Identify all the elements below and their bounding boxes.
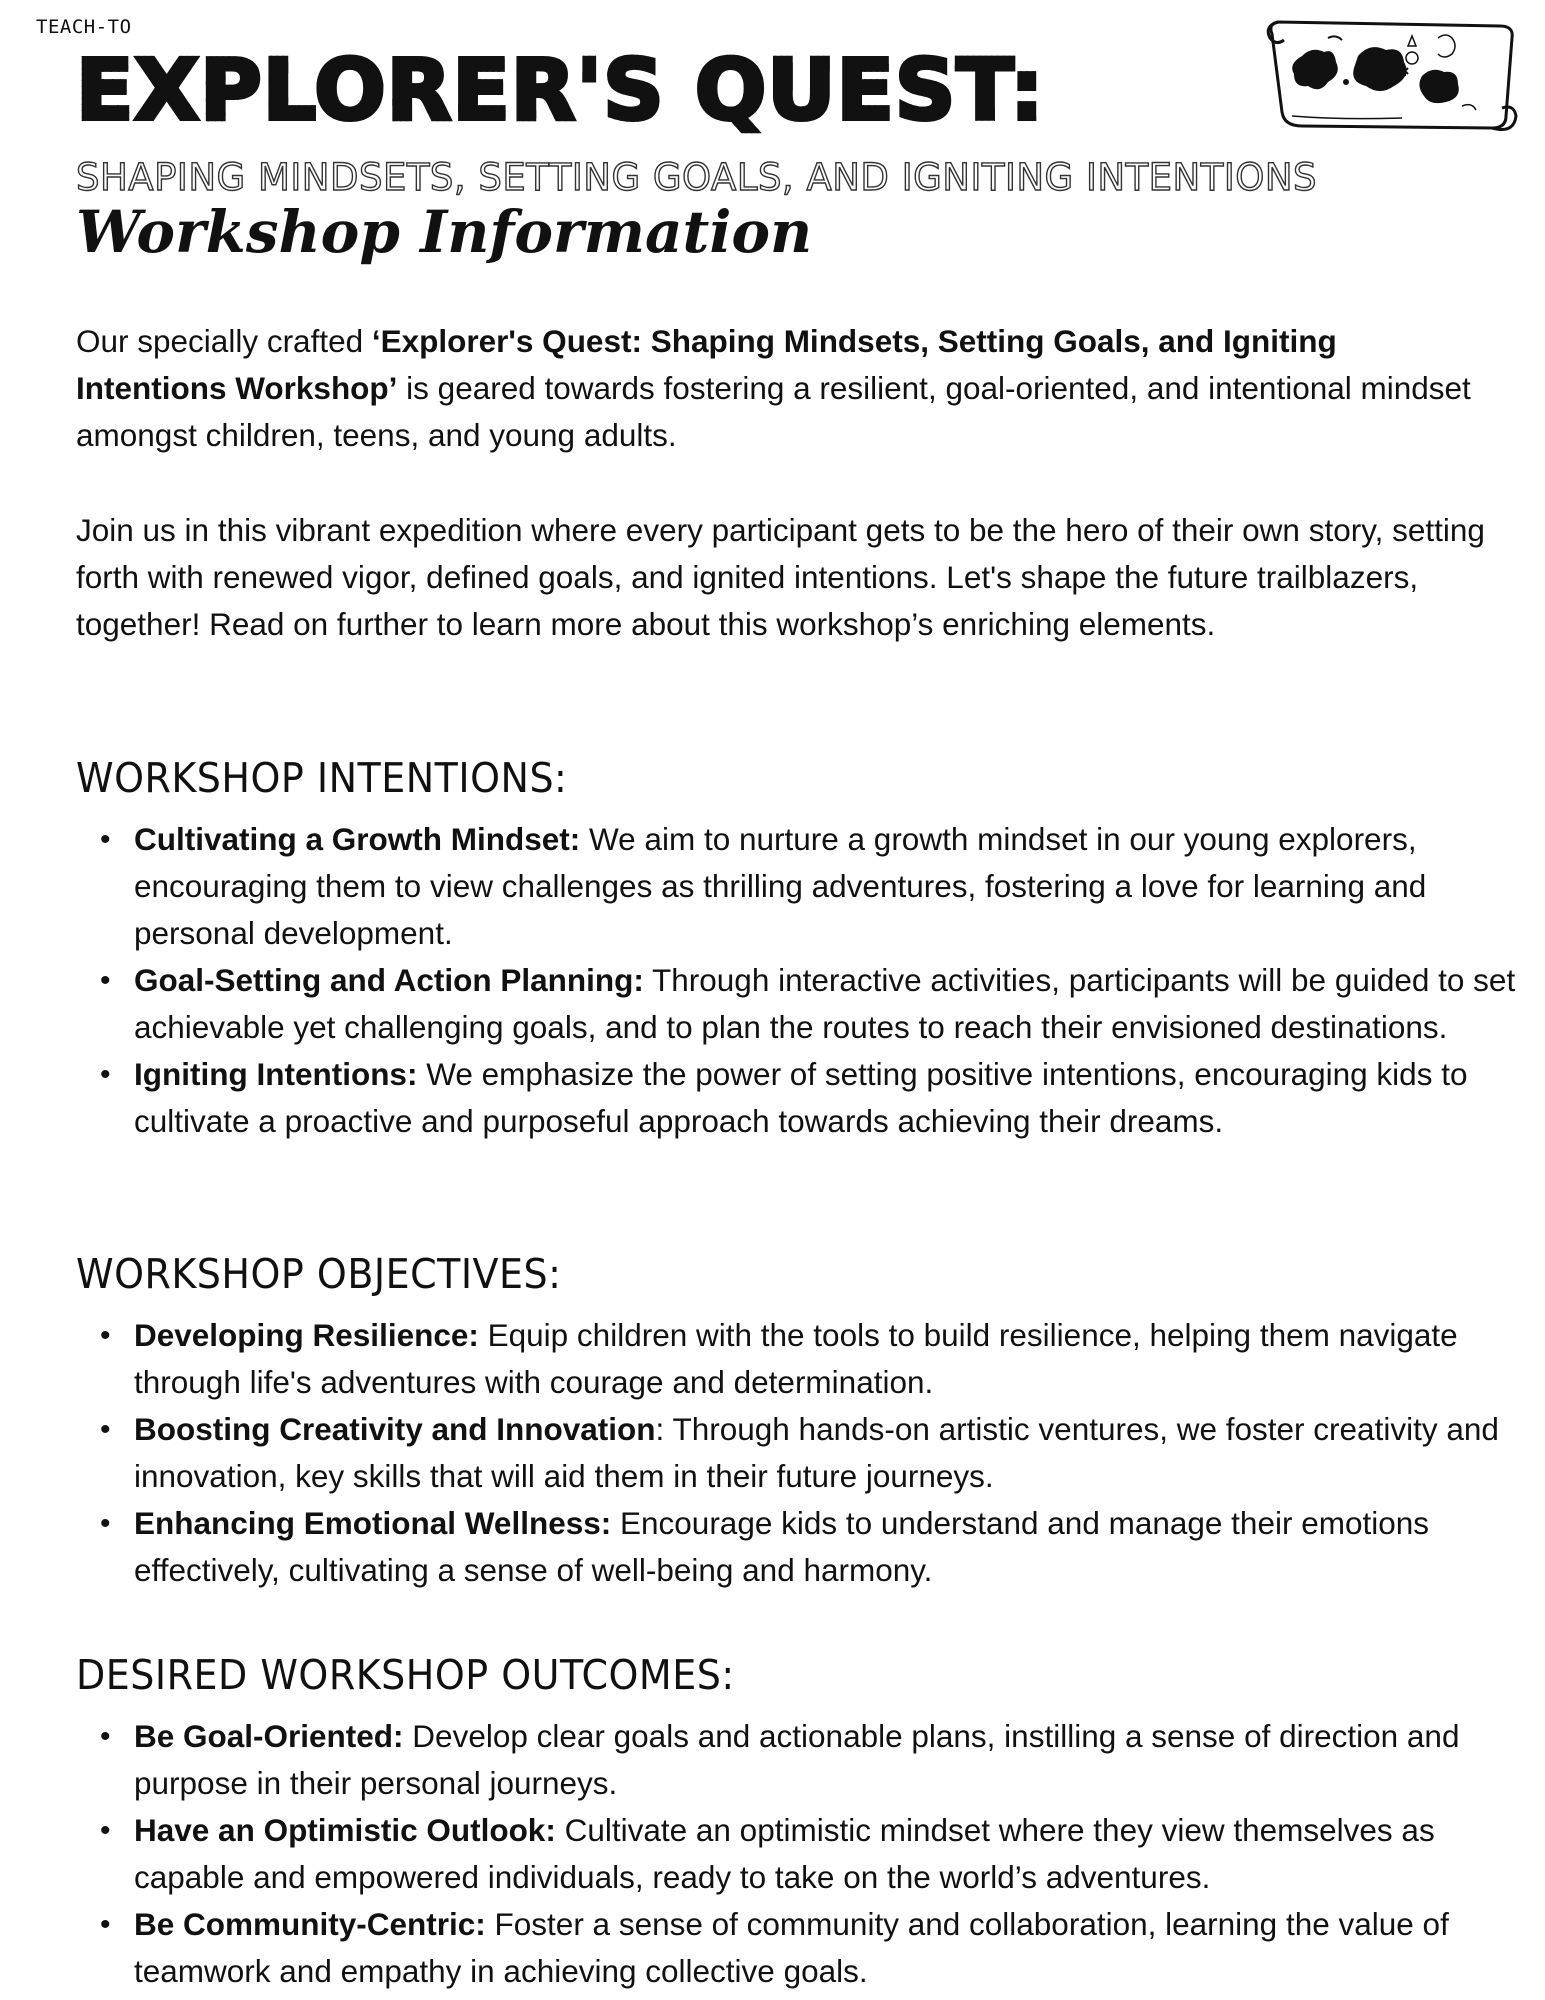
page-title-text: EXPLORER'S QUEST: xyxy=(76,41,1045,139)
item-text: : Through hands-on artistic ventures, we foster creativity and innovation, key skills that will aid them in their future journeys. xyxy=(134,1411,1499,1494)
list-item xyxy=(134,1051,1544,1145)
intro-paragraph-1 xyxy=(76,318,1486,459)
intentions-list xyxy=(76,816,1544,1145)
item-text: Through interactive activities, participants will be guided to set achievable yet challenging goals, and to plan the routes to reach their envisioned destinations. xyxy=(134,962,1516,1045)
item-label: Igniting Intentions: xyxy=(134,1056,418,1092)
page-title xyxy=(76,41,1045,139)
objectives-list xyxy=(76,1312,1544,1594)
item-text: Equip children with the tools to build resilience, helping them navigate through life's adventures with courage and determination. xyxy=(134,1317,1458,1400)
item-label: Cultivating a Growth Mindset: xyxy=(134,821,581,857)
outcomes-list xyxy=(76,1713,1544,1995)
page-subtitle: SHAPING MINDSETS, SETTING GOALS, AND IGNITING INTENTIONS xyxy=(76,156,1318,199)
intro-p1-rest: is geared towards fostering a resilient, goal-oriented, and intentional mindset amongst children, teens, and young adults. xyxy=(76,370,1471,453)
item-text: We aim to nurture a growth mindset in our young explorers, encouraging them to view challenges as thrilling adventures, fostering a love for learning and personal development. xyxy=(134,821,1427,951)
item-text: Encourage kids to understand and manage their emotions effectively, cultivating a sense of well-being and harmony. xyxy=(134,1505,1430,1588)
list-item xyxy=(134,816,1544,957)
item-label: Goal-Setting and Action Planning: xyxy=(134,962,644,998)
treasure-map-icon xyxy=(1262,16,1524,138)
item-label: Be Community-Centric: xyxy=(134,1906,486,1942)
list-item xyxy=(134,957,1544,1051)
item-text: Develop clear goals and actionable plans, instilling a sense of direction and purpose in their personal journeys. xyxy=(134,1718,1460,1801)
list-item xyxy=(134,1807,1544,1901)
objectives-heading: WORKSHOP OBJECTIVES: xyxy=(76,1250,562,1298)
list-item xyxy=(134,1901,1544,1995)
item-text: Foster a sense of community and collaboration, learning the value of teamwork and empathy in achieving collective goals. xyxy=(134,1906,1449,1989)
intro-p1-lead: Our specially crafted xyxy=(76,323,372,359)
item-label: Enhancing Emotional Wellness: xyxy=(134,1505,612,1541)
item-text: Cultivate an optimistic mindset where they view themselves as capable and empowered individuals, ready to take on the world’s adventures. xyxy=(134,1812,1435,1895)
item-label: Developing Resilience: xyxy=(134,1317,479,1353)
item-label: Be Goal-Oriented: xyxy=(134,1718,404,1754)
list-item xyxy=(134,1312,1544,1406)
intentions-heading: WORKSHOP INTENTIONS: xyxy=(76,754,568,802)
list-item xyxy=(134,1500,1544,1594)
list-item xyxy=(134,1406,1544,1500)
list-item xyxy=(134,1713,1544,1807)
item-text: We emphasize the power of setting positive intentions, encouraging kids to cultivate a proactive and purposeful approach towards achieving their dreams. xyxy=(134,1056,1468,1139)
outcomes-heading: DESIRED WORKSHOP OUTCOMES: xyxy=(76,1651,735,1699)
brand-label: TEACH-TO xyxy=(36,16,132,38)
item-label: Boosting Creativity and Innovation xyxy=(134,1411,656,1447)
workshop-information-heading: Workshop Information xyxy=(76,198,813,266)
item-label: Have an Optimistic Outlook: xyxy=(134,1812,556,1848)
intro-paragraph-2: Join us in this vibrant expedition where every participant gets to be the hero of their own story, setting forth with renewed vigor, defined goals, and ignited intentions. Let's shape the future trailblazers, together! Read on further to learn more about this workshop’s enriching elements. xyxy=(76,512,1485,642)
intro-p1-bold: ‘Explorer's Quest: Shaping Mindsets, Setting Goals, and Igniting Intentions Workshop’ xyxy=(76,323,1337,406)
